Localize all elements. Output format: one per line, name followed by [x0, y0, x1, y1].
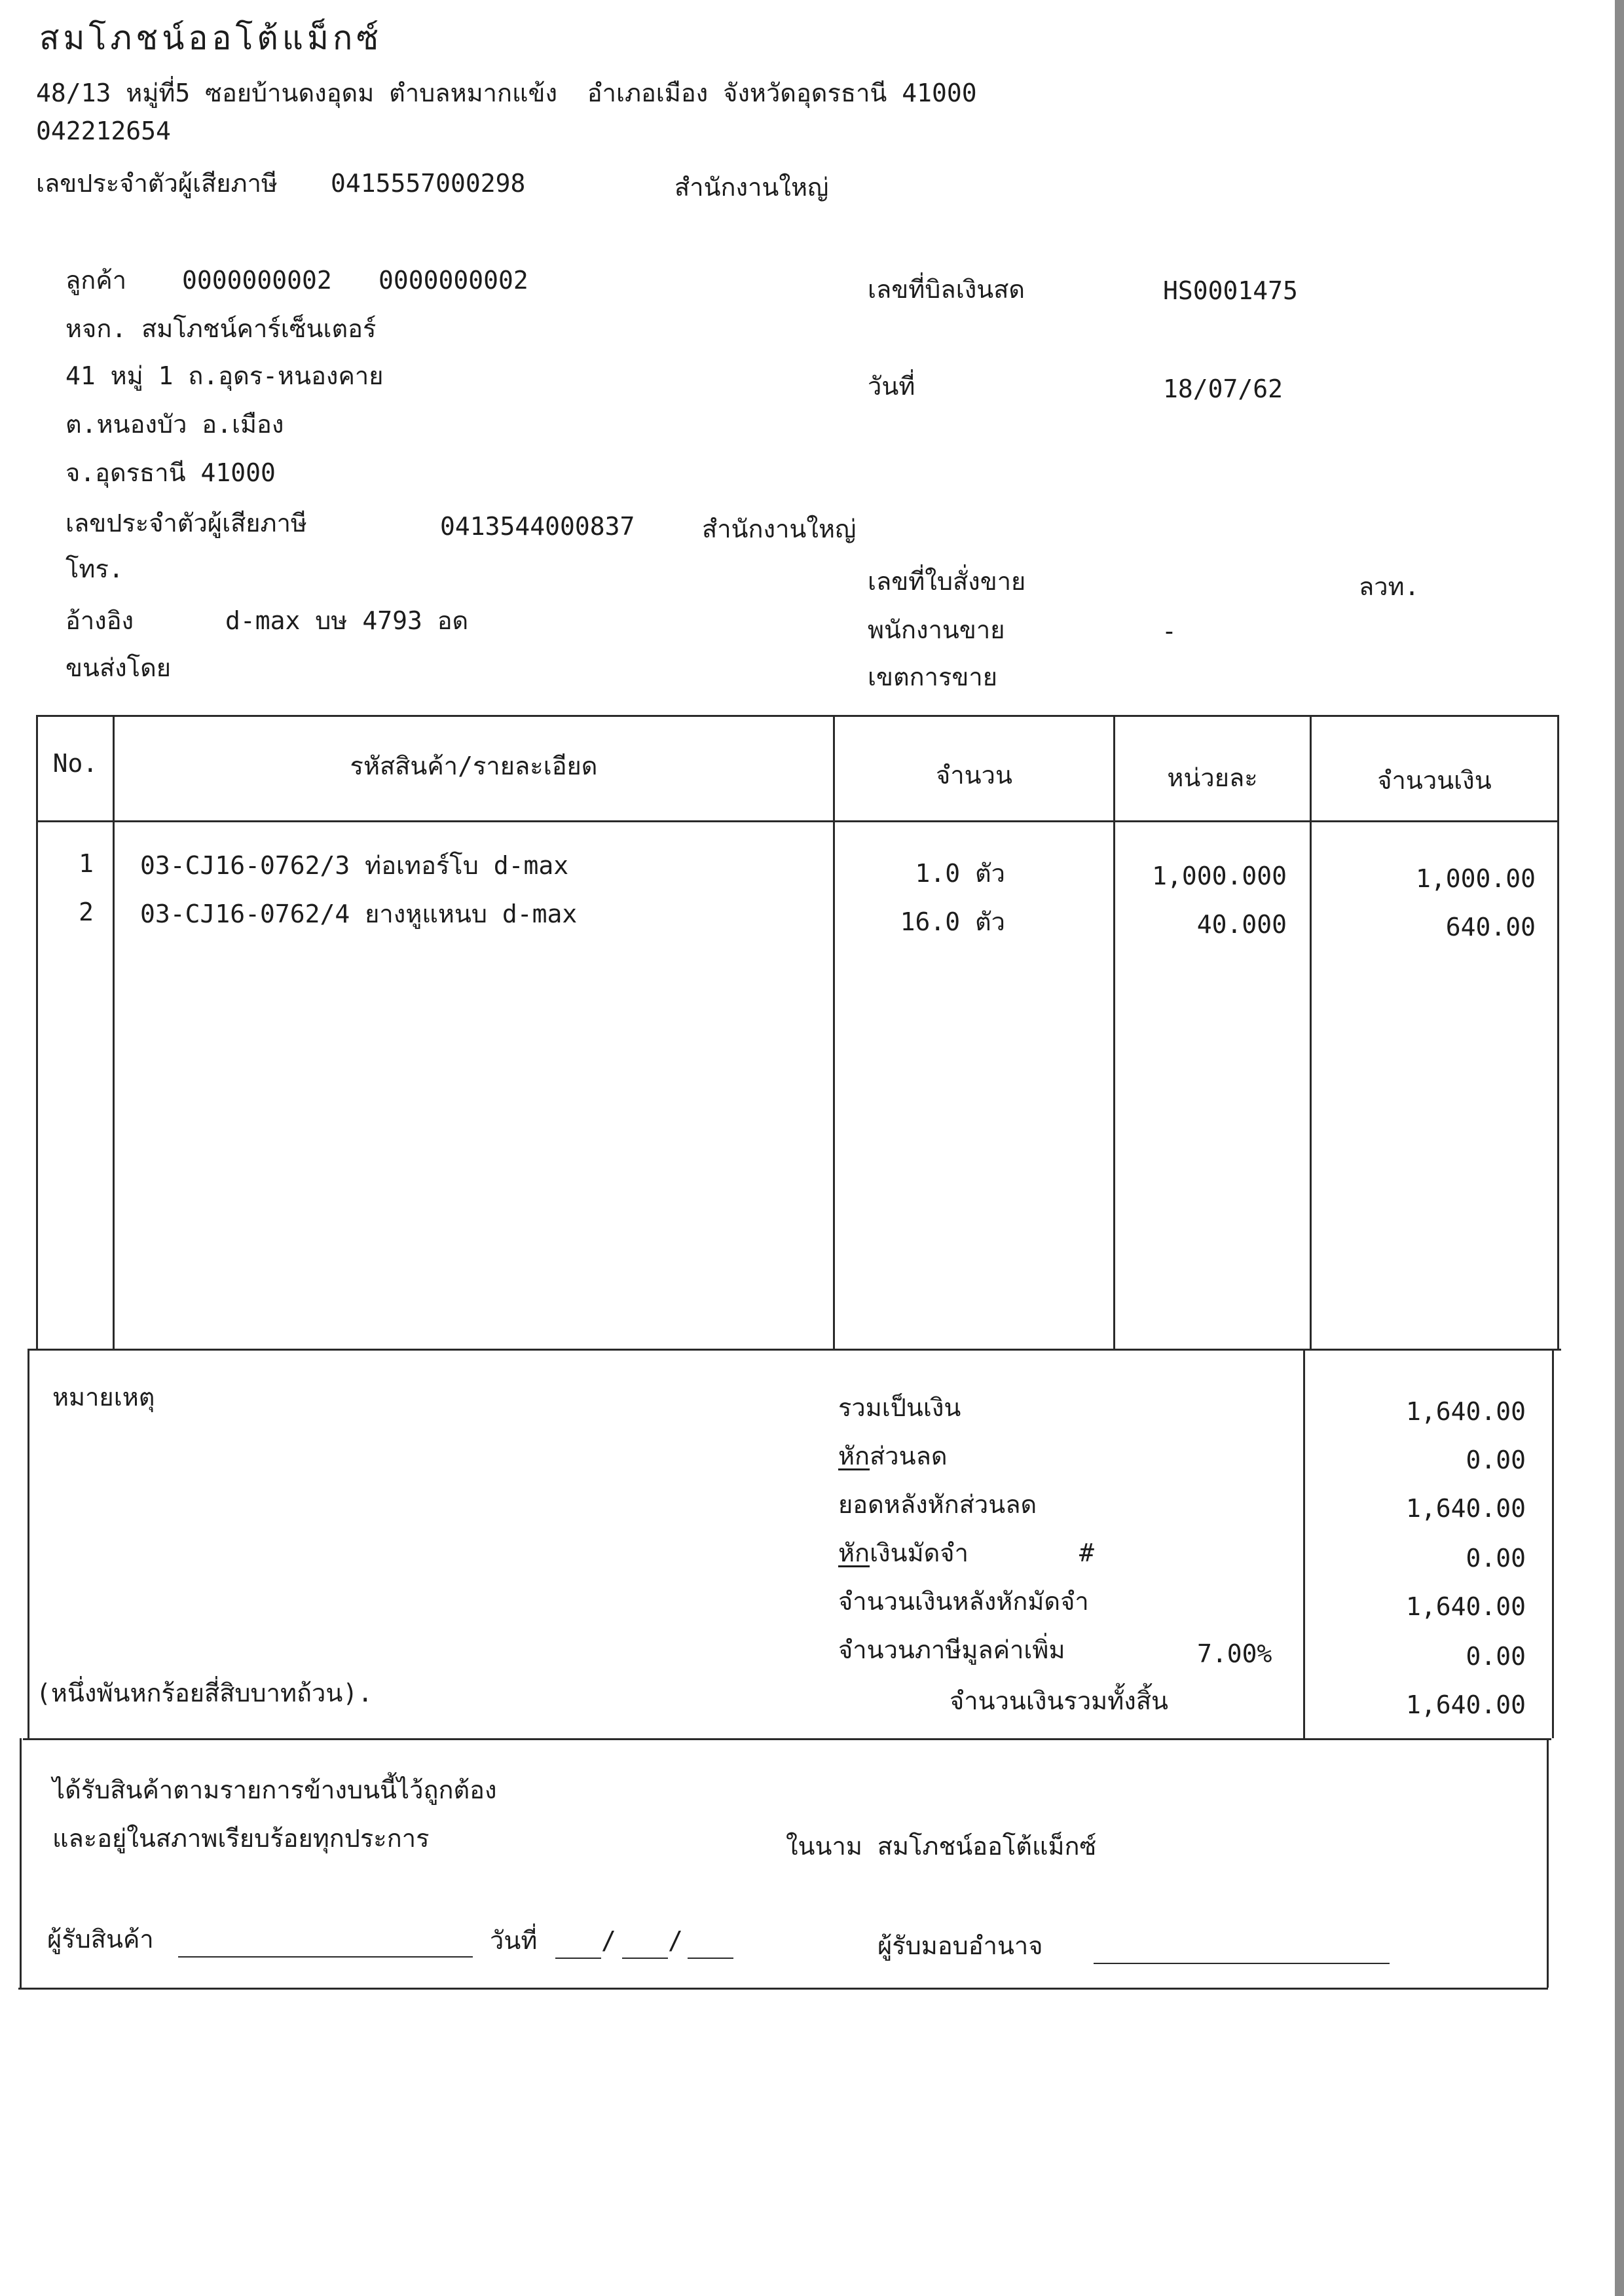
vat-rate: 7.00%: [1197, 1639, 1272, 1668]
invoice-date: 18/07/62: [1163, 374, 1283, 403]
invoice-date-label: วันที่: [868, 372, 915, 401]
customer-branch: สำนักงานใหญ่: [702, 515, 857, 543]
customer-phone-label: โทร.: [65, 555, 124, 583]
receiver-signature-line: [178, 1956, 473, 1958]
deposit-mark: #: [1079, 1539, 1094, 1567]
total-label: รวมเป็นเงิน: [838, 1393, 961, 1422]
customer-reference-label: อ้างอิง: [65, 606, 134, 635]
header-qty: จำนวน: [936, 761, 1012, 790]
customer-label: ลูกค้า: [65, 266, 127, 295]
customer-address-3: จ.อุดรธานี 41000: [65, 458, 276, 487]
col-border-right: [1557, 715, 1559, 1349]
remark-label: หมายเหตุ: [52, 1383, 155, 1412]
table-header-border: [36, 820, 1559, 822]
date-slash-2: /: [668, 1926, 683, 1955]
sales-order-value: ลวท.: [1359, 572, 1420, 601]
summary-border-left: [28, 1349, 29, 1738]
company-phone: 042212654: [36, 117, 171, 145]
receiver-label: ผู้รับสินค้า: [47, 1925, 154, 1954]
deposit-value: 0.00: [1466, 1544, 1526, 1573]
after-deposit-label: จำนวนเงินหลังหักมัดจำ: [838, 1587, 1089, 1616]
company-tax-id-label: เลขประจำตัวผู้เสียภาษี: [36, 169, 278, 198]
date-slash-1: /: [601, 1926, 616, 1955]
customer-tax-id-label: เลขประจำตัวผู้เสียภาษี: [65, 509, 307, 538]
company-name: สมโภชน์ออโต้แม็กซ์: [39, 19, 383, 57]
customer-reference: d-max บษ 4793 อด: [225, 606, 469, 635]
customer-address-2: ต.หนองบัว อ.เมือง: [65, 410, 284, 439]
summary-border-mid: [1303, 1349, 1305, 1738]
table-body-bottom-border: [28, 1349, 1561, 1351]
vat-value: 0.00: [1466, 1642, 1526, 1671]
total-value: 1,640.00: [1405, 1397, 1526, 1426]
authorized-signature-line: [1094, 1963, 1390, 1964]
customer-code-1: 0000000002: [182, 266, 332, 295]
footer-border-right: [1547, 1738, 1549, 1988]
company-branch: สำนักงานใหญ่: [674, 173, 829, 202]
grand-total-value: 1,640.00: [1405, 1690, 1526, 1719]
company-address: 48/13 หมู่ที่5 ซอยบ้านดงอุดม ตำบลหมากแข้ง อำเภอเมือง จังหวัดอุดรธานี 41000: [36, 79, 977, 107]
col-border-qty: [1113, 715, 1115, 1349]
after-deposit-value: 1,640.00: [1405, 1592, 1526, 1621]
row-2-item: 03-CJ16-0762/4 ยางหูแหนบ d-max: [140, 900, 578, 928]
header-amount: จำนวนเงิน: [1377, 766, 1492, 795]
customer-name: หจก. สมโภชน์คาร์เซ็นเตอร์: [65, 314, 377, 343]
row-1-no: 1: [79, 849, 94, 878]
receive-date-day-line: [555, 1958, 601, 1959]
row-2-unit-price: 40.000: [1196, 910, 1287, 939]
row-2-amount: 640.00: [1445, 913, 1536, 941]
header-unit-price: หน่วยละ: [1167, 763, 1258, 792]
customer-code-2: 0000000002: [378, 266, 528, 295]
receive-date-month-line: [622, 1958, 668, 1959]
amount-in-words: (หนึ่งพันหกร้อยสี่สิบบาทถ้วน).: [36, 1679, 373, 1707]
discount-label: [838, 1440, 948, 1472]
sales-order-label: เลขที่ใบสั่งขาย: [868, 567, 1026, 596]
on-behalf-of: ในนาม สมโภชน์ออโต้แม็กซ์: [786, 1832, 1097, 1861]
summary-bottom-border: [23, 1738, 1551, 1740]
after-discount-value: 1,640.00: [1405, 1494, 1526, 1523]
grand-total-label: จำนวนเงินรวมทั้งสิ้น: [950, 1686, 1168, 1715]
vat-label: จำนวนภาษีมูลค่าเพิ่ม: [838, 1635, 1065, 1664]
salesperson-value: -: [1162, 617, 1177, 646]
discount-label-rest: ส่วนลด: [870, 1442, 948, 1470]
authorized-label: ผู้รับมอบอำนาจ: [877, 1931, 1043, 1960]
discount-label-prefix: หัก: [838, 1442, 870, 1470]
deposit-label-prefix: หัก: [838, 1539, 870, 1567]
row-1-qty: 1.0 ตัว: [915, 859, 1005, 888]
row-2-qty: 16.0 ตัว: [900, 907, 1005, 936]
customer-address-1: 41 หมู่ 1 ถ.อุดร-หนองคาย: [65, 361, 384, 390]
customer-tax-id: 0413544000837: [440, 512, 635, 541]
sales-area-label: เขตการขาย: [868, 663, 997, 691]
customer-shipping-label: ขนส่งโดย: [65, 653, 172, 682]
received-line-1: ได้รับสินค้าตามรายการข้างบนนี้ไว้ถูกต้อง: [52, 1776, 497, 1804]
col-border-item: [833, 715, 835, 1349]
row-1-amount: 1,000.00: [1415, 864, 1536, 893]
deposit-label: [838, 1537, 969, 1569]
received-line-2: และอยู่ในสภาพเรียบร้อยทุกประการ: [52, 1824, 430, 1853]
table-top-border: [36, 715, 1559, 717]
footer-border-left: [20, 1738, 22, 1988]
footer-bottom-border: [18, 1988, 1548, 1990]
scan-edge: [1615, 0, 1624, 2296]
header-item: รหัสสินค้า/รายละเอียด: [350, 752, 598, 780]
col-border-price: [1310, 715, 1312, 1349]
company-tax-id: 0415557000298: [331, 169, 526, 198]
row-2-no: 2: [79, 898, 94, 926]
salesperson-label: พนักงานขาย: [868, 615, 1005, 644]
deposit-label-rest: เงินมัดจำ: [870, 1539, 969, 1567]
summary-border-right: [1552, 1349, 1554, 1738]
invoice-number: HS0001475: [1163, 276, 1298, 305]
col-border-left: [36, 715, 38, 1349]
row-1-unit-price: 1,000.000: [1152, 862, 1287, 890]
invoice-number-label: เลขที่บิลเงินสด: [868, 275, 1025, 304]
row-1-item: 03-CJ16-0762/3 ท่อเทอร์โบ d-max: [140, 851, 569, 880]
receive-date-year-line: [688, 1958, 733, 1959]
header-no: No.: [52, 749, 98, 778]
after-discount-label: ยอดหลังหักส่วนลด: [838, 1490, 1037, 1519]
receive-date-label: วันที่: [490, 1926, 538, 1955]
col-border-no: [113, 715, 115, 1349]
discount-value: 0.00: [1466, 1446, 1526, 1474]
